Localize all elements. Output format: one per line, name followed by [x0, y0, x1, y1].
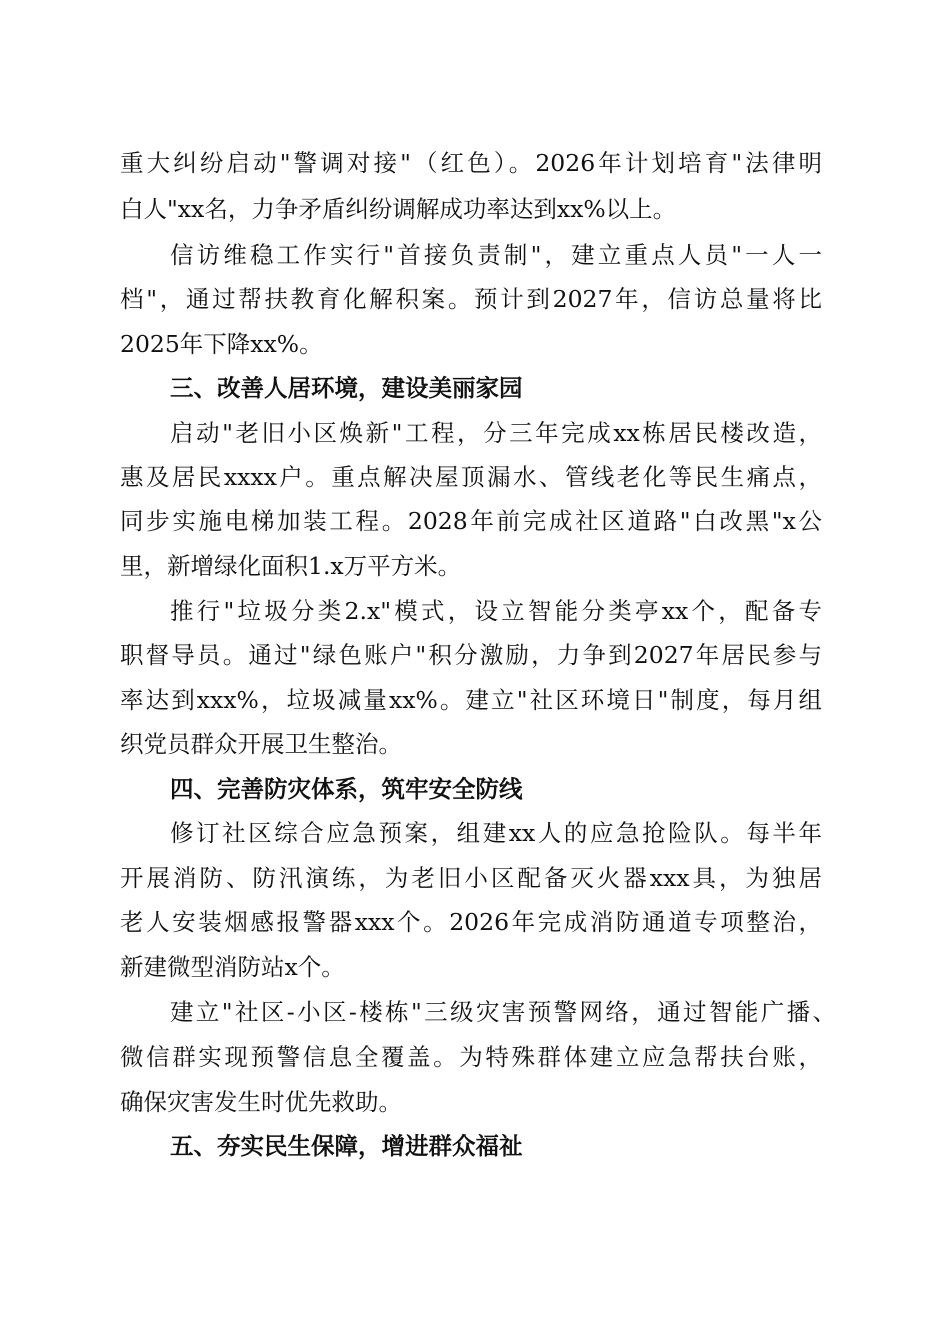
section-heading: 三、改善人居环境，建设美丽家园	[170, 374, 523, 402]
paragraph-line: 率达到xxx%，垃圾减量xx%。建立"社区环境日"制度，每月组	[120, 686, 822, 714]
paragraph-line: 老人安装烟感报警器xxx个。2026年完成消防通道专项整治，	[120, 908, 822, 936]
paragraph-line: 确保灾害发生时优先救助。	[120, 1088, 402, 1116]
paragraph-line: 修订社区综合应急预案，组建xx人的应急抢险队。每半年	[170, 819, 822, 847]
paragraph-line: 启动"老旧小区焕新"工程，分三年完成xx栋居民楼改造，	[170, 419, 822, 447]
paragraph-line: 信访维稳工作实行"首接负责制"，建立重点人员"一人一	[170, 241, 822, 269]
paragraph-line: 惠及居民xxxx户。重点解决屋顶漏水、管线老化等民生痛点，	[120, 463, 822, 491]
paragraph-line: 档"，通过帮扶教育化解积案。预计到2027年，信访总量将比	[120, 285, 822, 313]
paragraph-line: 白人"xx名，力争矛盾纠纷调解成功率达到xx%以上。	[120, 195, 677, 223]
paragraph-line: 职督导员。通过"绿色账户"积分激励，力争到2027年居民参与	[120, 641, 822, 669]
section-heading: 五、夯实民生保障，增进群众福祉	[170, 1132, 523, 1160]
paragraph-line: 开展消防、防汛演练，为老旧小区配备灭火器xxx具，为独居	[120, 864, 822, 892]
paragraph-line: 推行"垃圾分类2.x"模式，设立智能分类亭xx个，配备专	[170, 597, 822, 625]
paragraph-line: 微信群实现预警信息全覆盖。为特殊群体建立应急帮扶台账，	[120, 1043, 822, 1071]
paragraph-line: 建立"社区-小区-楼栋"三级灾害预警网络，通过智能广播、	[170, 998, 836, 1026]
paragraph-line: 新建微型消防站x个。	[120, 953, 345, 981]
paragraph-line: 重大纠纷启动"警调对接"（红色）。2026年计划培育"法律明	[120, 149, 822, 177]
section-heading: 四、完善防灾体系，筑牢安全防线	[170, 775, 523, 803]
paragraph-line: 2025年下降xx%。	[120, 330, 323, 358]
paragraph-line: 里，新增绿化面积1.x万平方米。	[120, 552, 462, 580]
paragraph-line: 同步实施电梯加装工程。2028年前完成社区道路"白改黑"x公	[120, 507, 822, 535]
paragraph-line: 织党员群众开展卫生整治。	[120, 730, 402, 758]
